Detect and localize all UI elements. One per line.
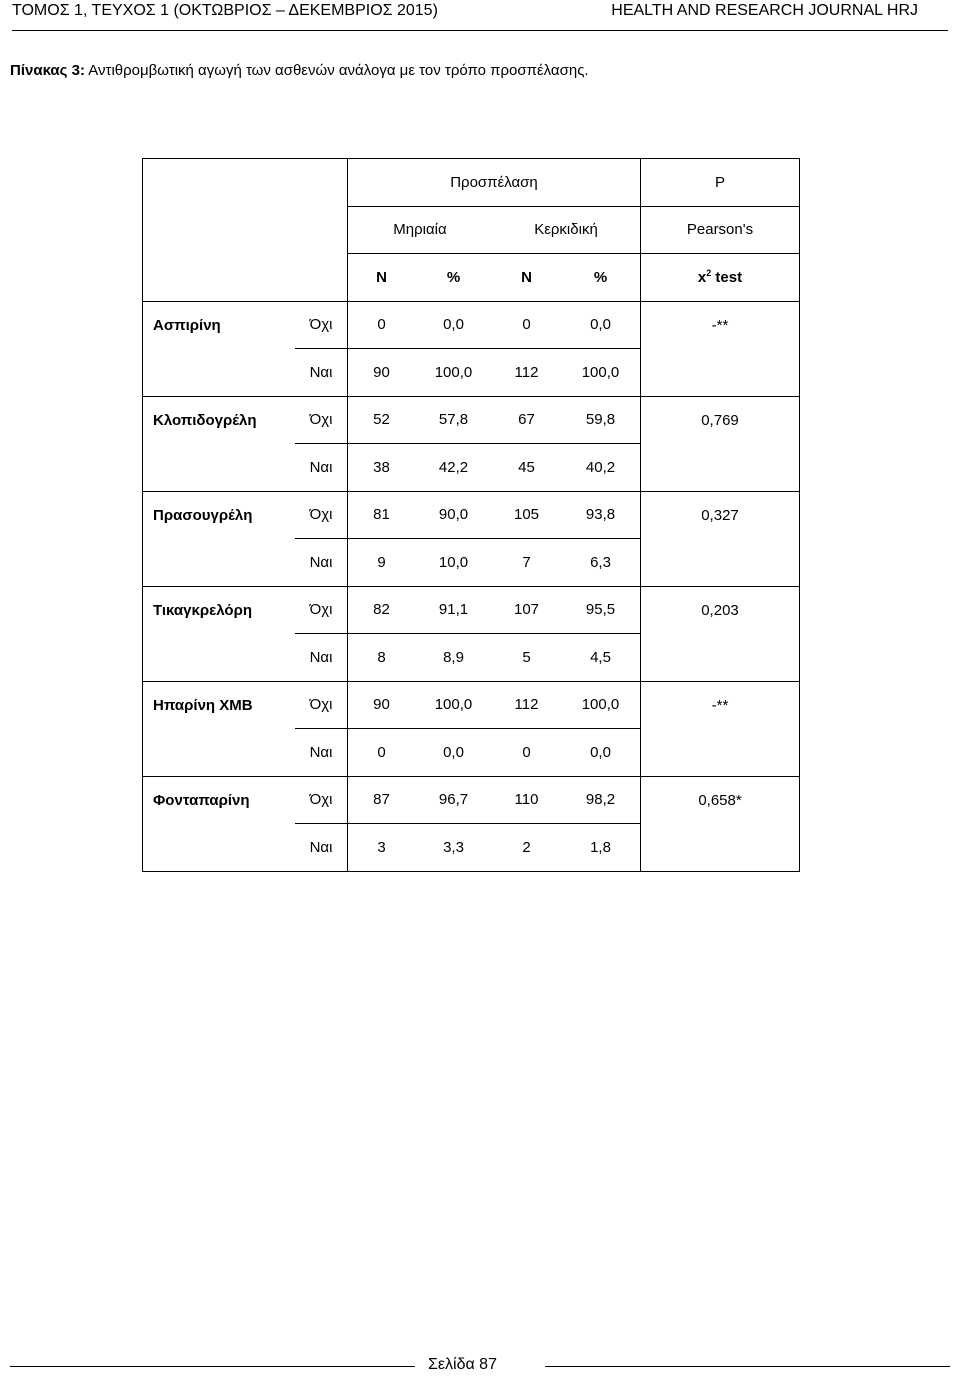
header-chi-test: $x^2$ test bbox=[641, 254, 800, 302]
table-cell: 0,0 bbox=[415, 301, 492, 349]
answer-label: Όχι bbox=[295, 681, 348, 729]
table-cell: 6,3 bbox=[561, 539, 641, 587]
p-value: -** bbox=[641, 301, 800, 349]
answer-label: Όχι bbox=[295, 491, 348, 539]
journal-title: HEALTH AND RESEARCH JOURNAL HRJ bbox=[611, 2, 918, 19]
table-cell: 0,0 bbox=[561, 729, 641, 777]
table-cell: 96,7 bbox=[438, 791, 469, 809]
p-value: 0,769 bbox=[641, 396, 800, 444]
table-cell: 0,0 bbox=[561, 301, 641, 349]
header-pct: % bbox=[415, 254, 492, 302]
p-value: 0,327 bbox=[641, 491, 800, 539]
drug-name: Ασπιρίνη bbox=[143, 301, 296, 349]
table-row bbox=[143, 824, 800, 872]
table-cell: 5 bbox=[492, 634, 561, 682]
table-cell: 0,0 bbox=[415, 729, 492, 777]
footer-rule-left bbox=[10, 1366, 415, 1367]
header-n: N bbox=[348, 254, 416, 302]
footer-rule-right bbox=[545, 1366, 950, 1367]
table-cell: 8,9 bbox=[415, 634, 492, 682]
table-cell: 81 bbox=[373, 506, 390, 524]
table-cell: 105 bbox=[513, 506, 540, 524]
table-cell: 57,8 bbox=[438, 411, 469, 429]
table-cell: 2 bbox=[492, 824, 561, 872]
table-cell: 90 bbox=[373, 696, 390, 714]
answer-label: Ναι bbox=[295, 634, 348, 682]
header-n: N bbox=[492, 254, 561, 302]
table-row bbox=[143, 349, 800, 397]
journal-volume: ΤΟΜΟΣ 1, ΤΕΥΧΟΣ 1 (ΟΚΤΩΒΡΙΟΣ – ΔΕΚΕΜΒΡΙΟΣ 2015) bbox=[12, 2, 438, 19]
header-p: P bbox=[641, 159, 800, 207]
header-radial: Κερκιδική bbox=[492, 206, 641, 254]
table-row bbox=[143, 634, 800, 682]
table-row bbox=[143, 729, 800, 777]
p-value: -** bbox=[641, 681, 800, 729]
table-cell: 0 bbox=[348, 729, 416, 777]
p-value: 0,658* bbox=[641, 776, 800, 824]
table-row bbox=[143, 539, 800, 587]
table-cell: 0 bbox=[348, 301, 416, 349]
table-row bbox=[143, 491, 800, 539]
drug-name: Πρασουγρέλη bbox=[143, 491, 296, 539]
table-cell: 112 bbox=[492, 349, 561, 397]
table-cell: 100,0 bbox=[415, 349, 492, 397]
table-cell: 40,2 bbox=[561, 444, 641, 492]
table-cell: 9 bbox=[348, 539, 416, 587]
table-cell: 87 bbox=[373, 791, 390, 809]
drug-name: Κλοπιδογρέλη bbox=[143, 396, 296, 444]
table-cell: 0 bbox=[492, 729, 561, 777]
drug-name: Φονταπαρίνη bbox=[143, 776, 296, 824]
table-cell: 107 bbox=[513, 601, 540, 619]
table-cell: 95,5 bbox=[585, 601, 616, 619]
drug-name: Ηπαρίνη ΧΜΒ bbox=[143, 681, 296, 729]
drug-name: Τικαγκρελόρη bbox=[143, 586, 296, 634]
page-number: Σελίδα 87 bbox=[428, 1356, 497, 1373]
table-cell: 91,1 bbox=[438, 601, 469, 619]
header-pearson: Pearson's bbox=[641, 206, 800, 254]
answer-label: Ναι bbox=[295, 349, 348, 397]
table-cell: 67 bbox=[518, 411, 535, 429]
caption-text: Αντιθρομβωτική αγωγή των ασθενών ανάλογα με τον τρόπο προσπέλασης. bbox=[84, 62, 589, 79]
page-footer bbox=[10, 1352, 950, 1377]
table-cell: 0 bbox=[492, 301, 561, 349]
table-cell: 110 bbox=[514, 791, 539, 809]
table-cell: 8 bbox=[348, 634, 416, 682]
table-row bbox=[143, 444, 800, 492]
caption-label: Πίνακας 3: bbox=[10, 62, 85, 79]
table-cell: 93,8 bbox=[585, 506, 616, 524]
table-caption bbox=[10, 62, 589, 79]
answer-label: Όχι bbox=[295, 776, 348, 824]
table-row bbox=[143, 586, 800, 634]
answer-label: Ναι bbox=[295, 539, 348, 587]
table-cell: 112 bbox=[514, 696, 539, 714]
answer-label: Ναι bbox=[295, 729, 348, 777]
table-row bbox=[143, 396, 800, 444]
table-cell: 3 bbox=[348, 824, 416, 872]
table-cell: 38 bbox=[348, 444, 416, 492]
table-cell: 100,0 bbox=[561, 349, 641, 397]
table-cell: 59,8 bbox=[585, 411, 616, 429]
table-cell: 90,0 bbox=[438, 506, 469, 524]
header-femoral: Μηριαία bbox=[348, 206, 493, 254]
table-cell: 98,2 bbox=[585, 791, 616, 809]
answer-label: Ναι bbox=[295, 444, 348, 492]
table-cell: 45 bbox=[492, 444, 561, 492]
table-cell: 82 bbox=[373, 601, 390, 619]
table-cell: 3,3 bbox=[415, 824, 492, 872]
answer-label: Ναι bbox=[295, 824, 348, 872]
table-cell: 42,2 bbox=[415, 444, 492, 492]
answer-label: Όχι bbox=[295, 301, 348, 349]
table-cell: 7 bbox=[492, 539, 561, 587]
header-access: Προσπέλαση bbox=[348, 159, 641, 207]
table-cell: 10,0 bbox=[415, 539, 492, 587]
answer-label: Όχι bbox=[295, 586, 348, 634]
header-pct: % bbox=[561, 254, 641, 302]
data-table bbox=[142, 158, 800, 872]
table-cell: 4,5 bbox=[561, 634, 641, 682]
table-cell: 100,0 bbox=[434, 696, 473, 714]
table-row bbox=[143, 776, 800, 824]
table-cell: 1,8 bbox=[561, 824, 641, 872]
p-value: 0,203 bbox=[641, 586, 800, 634]
table-cell: 90 bbox=[348, 349, 416, 397]
table-cell: 100,0 bbox=[581, 696, 620, 714]
table-cell: 52 bbox=[373, 411, 390, 429]
running-header bbox=[12, 0, 948, 31]
table-row bbox=[143, 301, 800, 349]
table-row bbox=[143, 681, 800, 729]
answer-label: Όχι bbox=[295, 396, 348, 444]
